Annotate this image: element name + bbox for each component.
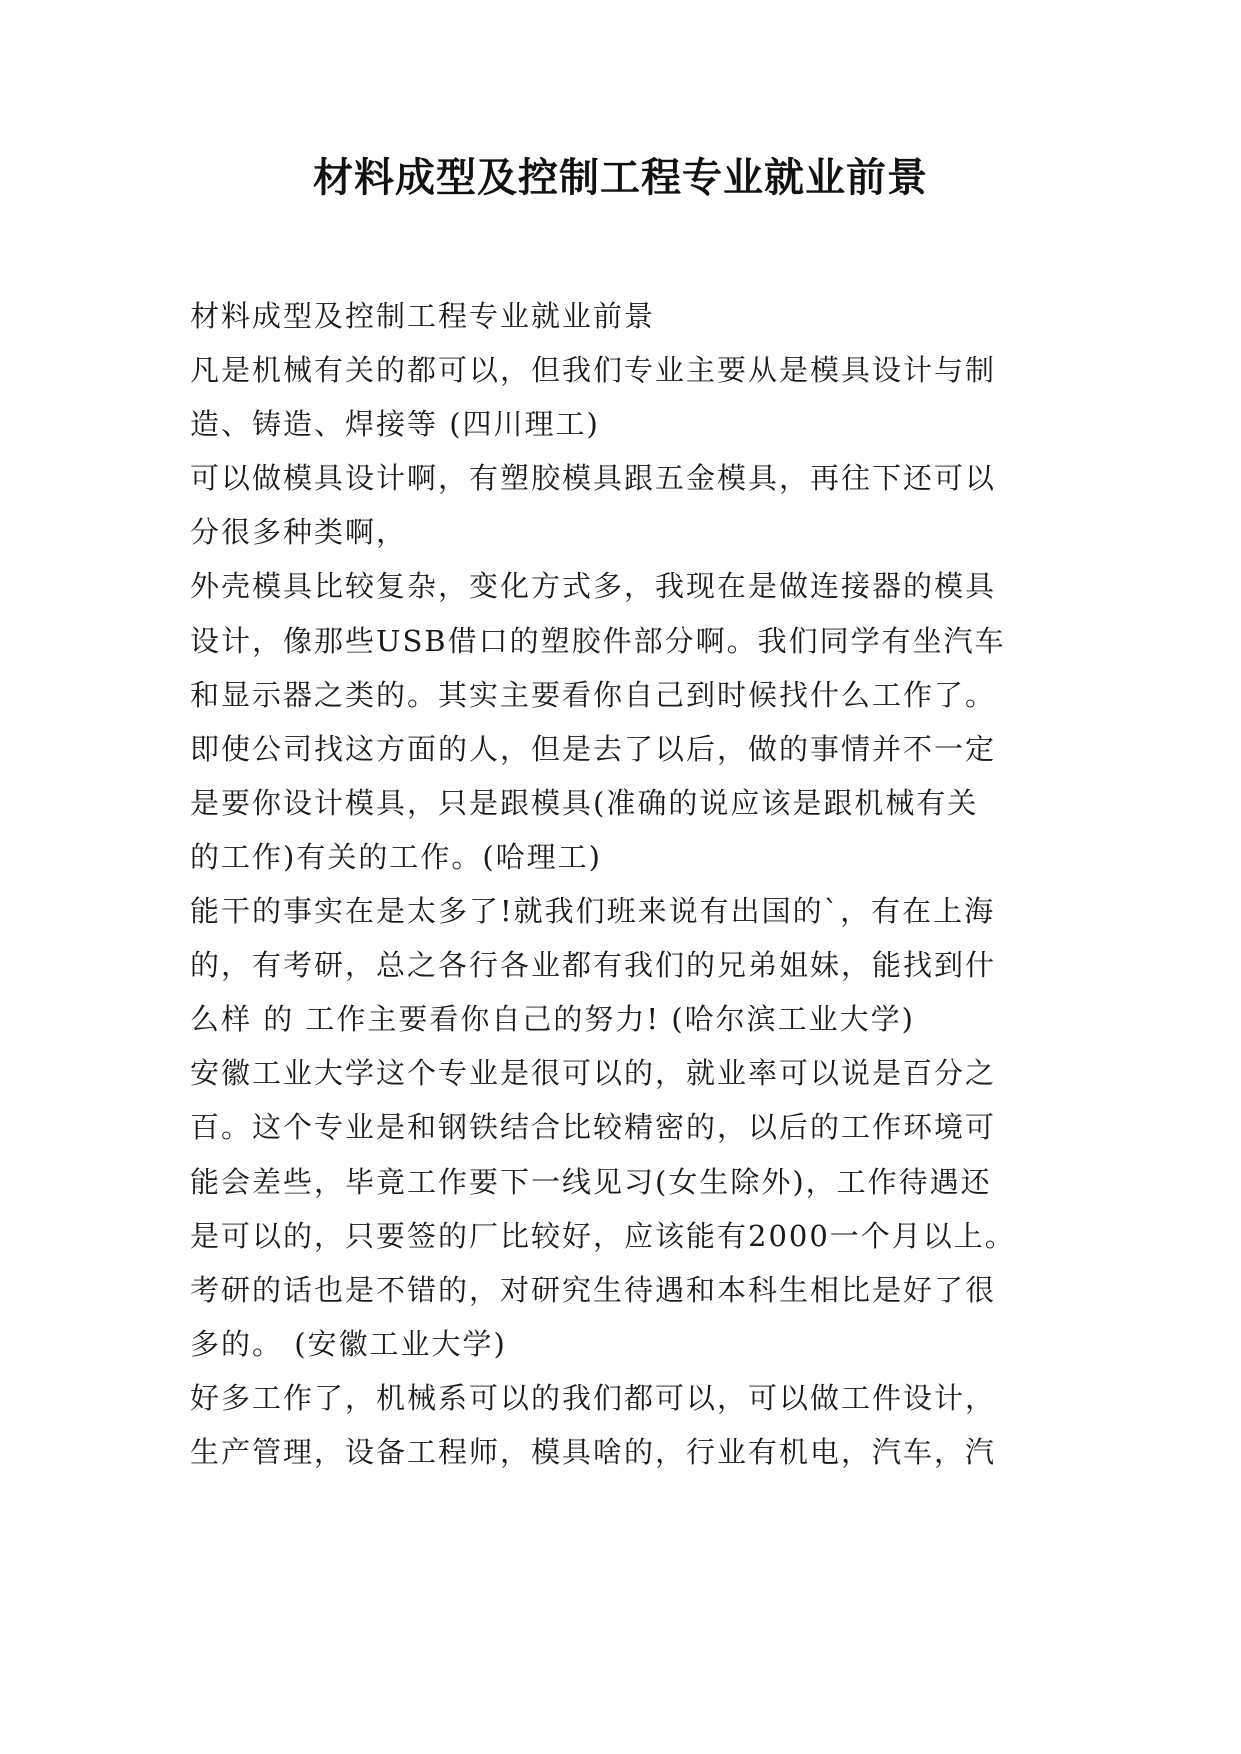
- body-line: 么样 的 工作主要看你自己的努力! (哈尔滨工业大学): [190, 1002, 915, 1037]
- body-line: 好多工作了，机械系可以的我们都可以，可以做工件设计，: [190, 1380, 997, 1415]
- body-line: 能会差些，毕竟工作要下一线见习(女生除外)，工作待遇还: [190, 1164, 992, 1199]
- body-line: 考研的话也是不错的，对研究生待遇和本科生相比是好了很: [190, 1272, 997, 1307]
- body-line: 是可以的，只要签的厂比较好，应该能有2000一个月以上。: [190, 1218, 1016, 1253]
- body-line: 设计，像那些USB借口的塑胶件部分啊。我们同学有坐汽车: [190, 623, 1006, 658]
- body-line: 和显示器之类的。其实主要看你自己到时候找什么工作了。: [190, 677, 997, 712]
- body-line: 的，有考研，总之各行各业都有我们的兄弟姐妹，能找到什: [190, 948, 997, 983]
- body-line: 多的。 (安徽工业大学): [190, 1326, 507, 1361]
- body-line: 能干的事实在是太多了!就我们班来说有出国的`，有在上海: [190, 894, 996, 929]
- body-line: 外壳模具比较复杂，变化方式多，我现在是做连接器的模具: [190, 569, 997, 604]
- body-line: 分很多种类啊，: [190, 515, 408, 550]
- document-body: [190, 289, 1070, 1479]
- body-line: 百。这个专业是和钢铁结合比较精密的，以后的工作环境可: [190, 1110, 997, 1145]
- body-line: 即使公司找这方面的人，但是去了以后，做的事情并不一定: [190, 731, 997, 766]
- document-title: 材料成型及控制工程专业就业前景: [313, 154, 928, 201]
- body-line: 安徽工业大学这个专业是很可以的，就业率可以说是百分之: [190, 1056, 997, 1091]
- body-line: 是要你设计模具，只是跟模具(准确的说应该是跟机械有关: [190, 785, 979, 820]
- body-line: 凡是机械有关的都可以，但我们专业主要从是模具设计与制: [190, 353, 997, 388]
- body-line: 造、铸造、焊接等 (四川理工): [190, 407, 600, 442]
- body-line: 的工作)有关的工作。(哈理工): [190, 839, 602, 874]
- body-line: 材料成型及控制工程专业就业前景: [190, 299, 656, 333]
- body-line: 生产管理，设备工程师，模具啥的，行业有机电，汽车，汽: [190, 1434, 997, 1469]
- body-line: 可以做模具设计啊，有塑胶模具跟五金模具，再往下还可以: [190, 461, 997, 496]
